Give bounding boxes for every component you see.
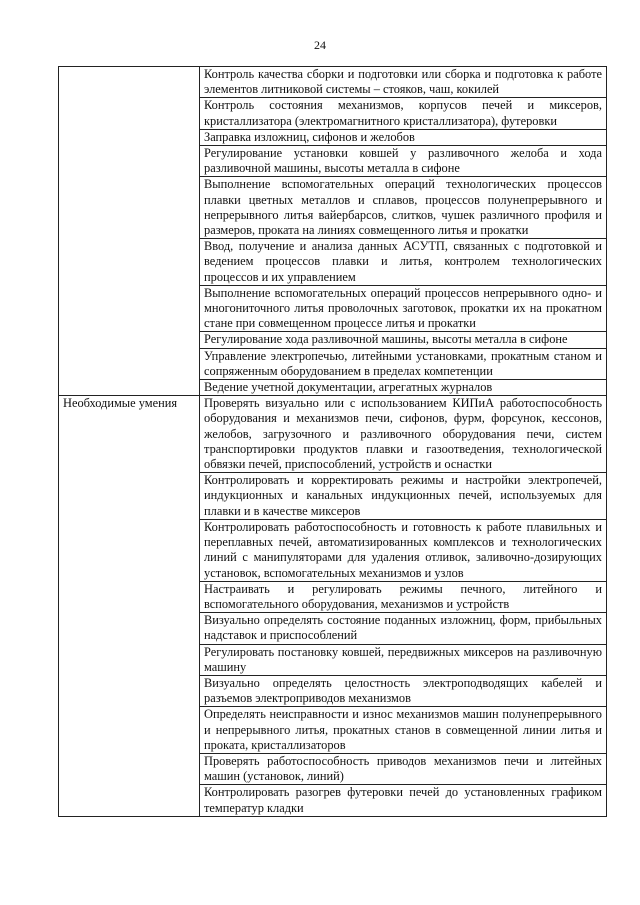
labor-action-text: Выполнение вспомогательных операций технологических процессов плавки цветных металлов и сплавов, процессов полунепрерывного и непрерывного литья вайербарсов, слитков, чушек различного профиля и размеров, проката на линиях совмещенного литья и прокатки — [204, 177, 602, 238]
table-row — [59, 67, 607, 98]
skill-text: Контролировать работоспособность и готовность к работе плавильных и переплавных печей, автоматизированных комплексов и технологических линий с манипуляторами для удаления отливок, заливочно-дозирующих установок, вспомогательных механизмов и узлов — [204, 519, 602, 580]
skill-text: Контролировать и корректировать режимы и настройки электропечей, индукционных и канальных индукционных печей, используемых для плавки и в качестве миксеров — [204, 473, 602, 518]
skill-text: Определять неисправности и износ механизмов машин полунепрерывного и непрерывного литья, прокатных станов в совмещенной линии литья и проката, кристаллизаторов — [204, 707, 602, 752]
table-row — [59, 396, 607, 473]
item-cell — [200, 285, 607, 332]
item-cell — [200, 707, 607, 754]
item-cell — [200, 785, 607, 816]
skill-text: Визуально определять состояние поданных изложниц, форм, прибыльных надставок и приспособлений — [204, 613, 602, 643]
item-cell — [200, 519, 607, 581]
empty-label-cell — [59, 67, 200, 396]
section-label-cell — [59, 396, 200, 816]
labor-action-text: Контроль качества сборки и подготовки или сборка и подготовка к работе элементов литниковой системы – стояков, чаш, кокилей — [204, 67, 602, 97]
skill-text: Визуально определять целостность электроподводящих кабелей и разъемов электроприводов механизмов — [204, 675, 602, 706]
item-cell — [200, 129, 607, 145]
page-number: 24 — [314, 38, 326, 52]
item-cell — [200, 675, 607, 706]
labor-action-text: Управление электропечью, литейными установками, прокатным станом и сопряженным оборудованием в пределах компетенции — [204, 348, 602, 378]
item-cell — [200, 644, 607, 675]
skill-text: Настраивать и регулировать режимы печного, литейного и вспомогательного оборудования, механизмов и устройств — [204, 581, 602, 611]
labor-action-text: Регулирование установки ковшей у разливочного желоба и хода разливочной машины, высоты металла в сифоне — [204, 146, 602, 176]
labor-action-text: Ведение учетной документации, агрегатных журналов — [204, 380, 493, 395]
item-cell — [200, 146, 607, 177]
item-cell — [200, 67, 607, 98]
skill-text: Проверять визуально или с использованием КИПиА работоспособность оборудования и механизмов печи, сифонов, фурм, форсунок, кессонов, желобов, загрузочного и разливочного оборудования печи, систем транспортировки продуктов плавки и газоотведения, технологической обвязки печей, приспособлений, устройств и оснастки — [204, 396, 602, 472]
labor-action-text: Регулирование хода разливочной машины, высоты металла в сифоне — [204, 332, 568, 347]
skill-text: Контролировать разогрев футеровки печей до установленных графиком температур кладки — [204, 785, 602, 815]
labor-action-text: Выполнение вспомогательных операций процессов непрерывного одно- и многониточного литья проволочных заготовок, прокатки их на прокатном стане при совмещенном процессе литья и прокатки — [204, 285, 602, 331]
item-cell — [200, 98, 607, 129]
skill-text: Регулировать постановку ковшей, передвижных миксеров на разливочную машину — [204, 644, 602, 674]
item-cell — [200, 332, 607, 348]
item-cell — [200, 177, 607, 239]
item-cell — [200, 396, 607, 473]
labor-action-text: Контроль состояния механизмов, корпусов печей и миксеров, кристаллизатора (электромагнитного кристаллизатора), футеровки — [204, 98, 602, 128]
item-cell — [200, 581, 607, 612]
item-cell — [200, 613, 607, 644]
item-cell — [200, 753, 607, 784]
item-cell — [200, 380, 607, 396]
section-label: Необходимые умения — [63, 396, 178, 411]
item-cell — [200, 348, 607, 379]
item-cell — [200, 239, 607, 286]
item-cell — [200, 473, 607, 520]
labor-action-text: Заправка изложниц, сифонов и желобов — [204, 129, 415, 144]
labor-action-text: Ввод, получение и анализа данных АСУТП, связанных с подготовкой и ведением процессов плавки и литья, контролем технологических процессов и их управлением — [204, 239, 602, 284]
skill-text: Проверять работоспособность приводов механизмов печи и литейных машин (установок, линий) — [204, 753, 602, 784]
competency-table — [58, 66, 607, 817]
